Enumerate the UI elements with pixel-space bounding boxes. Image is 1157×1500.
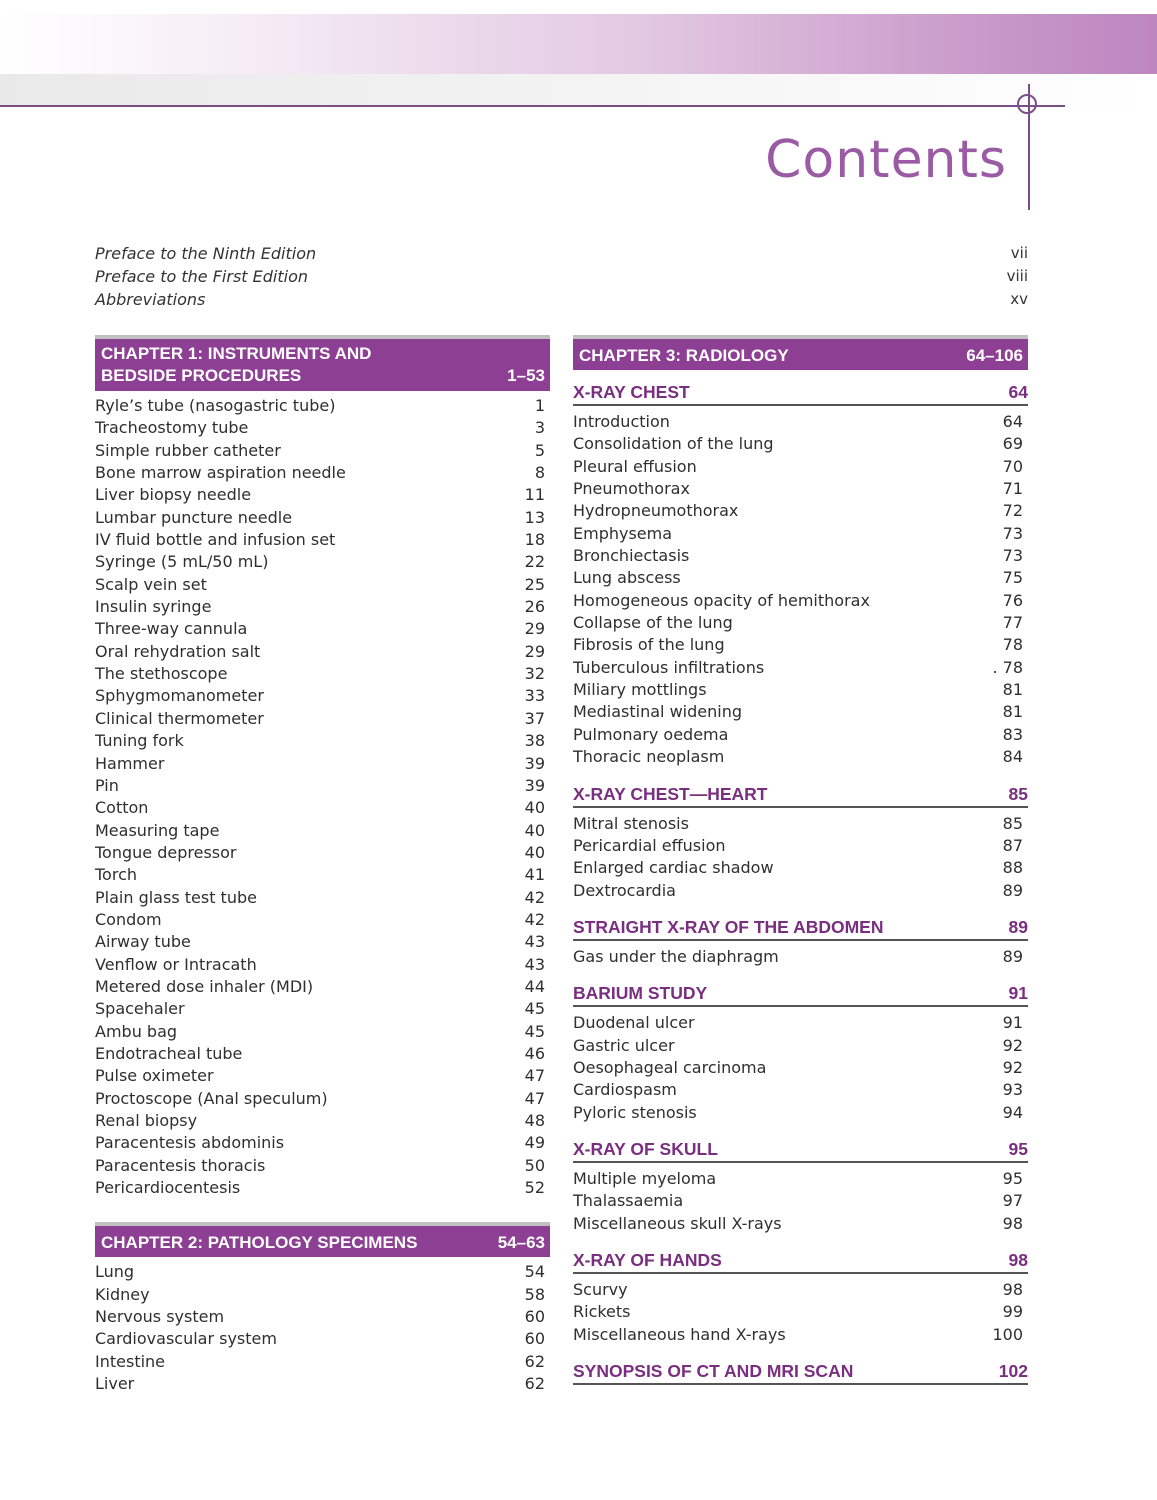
toc-entry-label: Bone marrow aspiration needle [95, 463, 346, 483]
toc-entry-page: 40 [524, 842, 545, 862]
toc-entry-page: 92 [1002, 1035, 1023, 1055]
toc-entry-page: 46 [524, 1043, 545, 1063]
toc-entry-label: Gas under the diaphragm [573, 946, 779, 966]
toc-entry-page: 26 [524, 597, 545, 617]
toc-section-title: X-RAY CHEST—HEART [573, 783, 768, 804]
front-matter-item[interactable] [95, 265, 1028, 288]
toc-entry-page: 50 [524, 1155, 545, 1175]
toc-entry-page: 43 [524, 954, 545, 974]
toc-entry[interactable] [573, 1213, 1028, 1235]
toc-entry-label: Miscellaneous skull X-rays [573, 1213, 782, 1233]
toc-entry-page: 89 [1002, 946, 1023, 966]
toc-entry[interactable] [573, 880, 1028, 902]
toc-section [573, 981, 1028, 1124]
toc-entry-page: 95 [1002, 1168, 1023, 1188]
toc-entry[interactable] [95, 1177, 550, 1199]
toc-entry[interactable] [95, 1132, 550, 1154]
toc-entry-page: 38 [524, 731, 545, 751]
toc-entry[interactable] [95, 820, 550, 842]
toc-entry[interactable] [573, 1035, 1028, 1057]
toc-entry[interactable] [95, 484, 550, 506]
toc-entry[interactable] [95, 1261, 550, 1283]
toc-entry-label: Venflow or Intracath [95, 954, 257, 974]
toc-entry[interactable] [573, 946, 1028, 968]
toc-entry-label: Oral rehydration salt [95, 641, 261, 661]
toc-section-title: X-RAY CHEST [573, 382, 690, 402]
toc-entry-label: Airway tube [95, 932, 191, 952]
toc-entry-page: 69 [1002, 434, 1023, 454]
toc-entry[interactable] [95, 529, 550, 551]
toc-entry[interactable] [95, 753, 550, 775]
toc-entry-page: 72 [1002, 501, 1023, 521]
toc-entry-page: 47 [524, 1088, 545, 1108]
toc-entry-page: 87 [1002, 835, 1023, 855]
toc-entry-page: 54 [524, 1262, 545, 1282]
toc-entry-page: 42 [524, 909, 545, 929]
toc-entry-page: 98 [1002, 1279, 1023, 1299]
toc-section-title: X-RAY OF HANDS [573, 1249, 722, 1270]
toc-entry-label: IV fluid bottle and infusion set [95, 530, 336, 550]
toc-entry-label: Renal biopsy [95, 1111, 198, 1130]
toc-entry[interactable] [573, 1012, 1028, 1034]
toc-section-title: SYNOPSIS OF CT AND MRI SCAN [573, 1361, 854, 1381]
toc-entry[interactable] [95, 685, 550, 707]
toc-section-heading[interactable] [573, 1137, 1028, 1163]
toc-section [573, 782, 1028, 902]
toc-entry[interactable] [573, 523, 1028, 545]
chapter1-title-line1: CHAPTER 1: INSTRUMENTS AND [101, 344, 372, 363]
toc-section-heading[interactable] [573, 1359, 1028, 1385]
toc-entry-page: 8 [534, 463, 545, 483]
toc-entry[interactable] [573, 1279, 1028, 1301]
toc-entry-page: 5 [534, 440, 545, 460]
toc-entry[interactable] [95, 440, 550, 462]
toc-entry-label: Dextrocardia [573, 880, 676, 900]
toc-entry-label: Plain glass test tube [95, 887, 257, 907]
toc-entry-page: 3 [534, 418, 545, 438]
toc-entry-label: Cardiovascular system [95, 1329, 277, 1349]
toc-entry-label: Sphygmomanometer [95, 686, 264, 706]
chapter1-title [101, 343, 371, 387]
toc-entry-label: Simple rubber catheter [95, 440, 281, 460]
toc-entry-page: 93 [1002, 1080, 1023, 1100]
toc-entry[interactable] [573, 612, 1028, 634]
chapter1-title-line2: BEDSIDE PROCEDURES [101, 366, 302, 385]
toc-entry-label: Duodenal ulcer [573, 1013, 695, 1033]
toc-entry-label: Cardiospasm [573, 1080, 677, 1100]
toc-entry-page: 13 [524, 507, 545, 527]
toc-entry[interactable] [573, 1057, 1028, 1079]
toc-entry-label: Pericardiocentesis [95, 1178, 241, 1198]
toc-entry-label: Kidney [95, 1284, 150, 1304]
toc-entry[interactable] [95, 574, 550, 596]
toc-entry[interactable] [573, 478, 1028, 500]
toc-entry-label: Paracentesis abdominis [95, 1133, 285, 1153]
toc-entry-page: 91 [1002, 1013, 1023, 1033]
toc-entry[interactable] [95, 1373, 550, 1395]
toc-entry[interactable] [95, 909, 550, 931]
toc-entry[interactable] [95, 1088, 550, 1110]
front-matter-label: Preface to the First Edition [95, 267, 309, 286]
toc-entry[interactable] [95, 641, 550, 663]
header-gradient-band [0, 14, 1157, 74]
toc-entry[interactable] [573, 433, 1028, 455]
toc-entry-label: Tuberculous infiltrations [573, 657, 765, 677]
toc-entry[interactable] [95, 417, 550, 439]
toc-entry-page: 39 [524, 753, 545, 773]
toc-entry-page: 40 [524, 798, 545, 818]
toc-entry[interactable] [573, 724, 1028, 746]
toc-entry[interactable] [573, 634, 1028, 656]
front-matter-label: Abbreviations [95, 290, 206, 309]
toc-entry[interactable] [95, 998, 550, 1020]
toc-entry-label: Syringe (5 mL/50 mL) [95, 552, 269, 572]
toc-entry[interactable] [573, 1102, 1028, 1124]
toc-entry-label: Collapse of the lung [573, 613, 733, 633]
toc-entry-page: 60 [524, 1329, 545, 1349]
toc-entry-label: Thoracic neoplasm [573, 747, 725, 767]
toc-entry-label: Scurvy [573, 1279, 628, 1299]
toc-entry-label: Paracentesis thoracis [95, 1155, 266, 1175]
toc-entry-page: 83 [1002, 724, 1023, 744]
toc-entry[interactable] [95, 663, 550, 685]
toc-entry-page: 98 [1002, 1213, 1023, 1233]
toc-entry-label: Spacehaler [95, 999, 185, 1019]
chapter3-sections [573, 380, 1028, 1385]
toc-entry-page: 48 [524, 1111, 545, 1130]
toc-entry-label: Lung [95, 1262, 135, 1282]
toc-entry[interactable] [573, 411, 1028, 433]
toc-entry-page: 18 [524, 530, 545, 550]
toc-entry-label: Pin [95, 775, 119, 795]
toc-section-heading[interactable] [573, 915, 1028, 941]
toc-entry-page: 94 [1002, 1102, 1023, 1122]
toc-entry-label: Hydropneumothorax [573, 501, 739, 521]
toc-entry-label: Pleural effusion [573, 456, 697, 476]
toc-entry-label: Condom [95, 909, 162, 929]
front-matter-page: vii [1010, 244, 1028, 262]
chapter2-header[interactable] [95, 1222, 550, 1257]
toc-entry-label: Cotton [95, 798, 149, 818]
toc-section-page: 98 [1008, 1249, 1028, 1270]
toc-entry-label: Tuning fork [95, 731, 184, 751]
toc-entry-label: Pericardial effusion [573, 835, 726, 855]
toc-section-page: 91 [1008, 983, 1028, 1004]
toc-entry-page: 32 [524, 664, 545, 684]
toc-entry-label: The stethoscope [95, 664, 228, 684]
header-grey-band [0, 74, 1157, 106]
toc-entry-label: Lumbar puncture needle [95, 507, 293, 527]
toc-entry[interactable] [95, 462, 550, 484]
toc-entry-label: Measuring tape [95, 820, 220, 840]
toc-entry[interactable] [573, 456, 1028, 478]
toc-entry-label: Bronchiectasis [573, 546, 690, 566]
toc-entry-page: 39 [524, 775, 545, 795]
toc-entry[interactable] [573, 746, 1028, 768]
toc-section [573, 380, 1028, 769]
toc-entry[interactable] [573, 545, 1028, 567]
toc-section [573, 1137, 1028, 1235]
toc-section-title: X-RAY OF SKULL [573, 1138, 718, 1159]
toc-entry[interactable] [95, 1306, 550, 1328]
toc-entry[interactable] [95, 395, 550, 417]
toc-entry-page: 25 [524, 574, 545, 594]
toc-entry-label: Clinical thermometer [95, 708, 264, 728]
toc-entry-page: 44 [524, 976, 545, 996]
toc-entry-label: Endotracheal tube [95, 1043, 243, 1063]
toc-entry[interactable] [573, 1079, 1028, 1101]
toc-entry[interactable] [95, 1065, 550, 1087]
toc-entry-page: 40 [524, 820, 545, 840]
toc-entry-label: Ambu bag [95, 1021, 178, 1041]
toc-entry-label: Three-way cannula [95, 619, 248, 639]
front-matter-item[interactable] [95, 288, 1028, 311]
toc-entry[interactable] [573, 500, 1028, 522]
toc-entry[interactable] [95, 775, 550, 797]
toc-section-title: STRAIGHT X-RAY OF THE ABDOMEN [573, 916, 884, 937]
toc-entry[interactable] [95, 730, 550, 752]
toc-entry-label: Consolidation of the lung [573, 434, 774, 454]
toc-entry-page: 70 [1002, 456, 1023, 476]
toc-entry[interactable] [573, 657, 1028, 679]
toc-entry[interactable] [95, 507, 550, 529]
toc-entry-label: Thalassaemia [573, 1191, 684, 1211]
toc-entry-page: 84 [1002, 747, 1023, 767]
front-matter-list [95, 242, 1028, 311]
toc-entry-page: 73 [1002, 523, 1023, 543]
toc-section [573, 1359, 1028, 1385]
toc-entry-label: Miliary mottlings [573, 680, 707, 700]
toc-entry[interactable] [573, 835, 1028, 857]
toc-entry[interactable] [95, 1110, 550, 1132]
right-column [573, 335, 1028, 1390]
toc-entry[interactable] [95, 864, 550, 886]
toc-entry[interactable] [95, 1155, 550, 1177]
toc-entry-page: 75 [1002, 568, 1023, 588]
toc-entry[interactable] [95, 551, 550, 573]
toc-entry-label: Liver [95, 1374, 135, 1394]
toc-entry-label: Pyloric stenosis [573, 1102, 697, 1122]
toc-entry-label: Intestine [95, 1351, 166, 1371]
toc-entry[interactable] [573, 813, 1028, 835]
toc-entry-page: 89 [1002, 880, 1023, 900]
chapter3-range: 64–106 [966, 345, 1023, 365]
chapter1-entries [95, 395, 550, 1199]
chapter2-entries [95, 1261, 550, 1395]
toc-entry-page: 41 [524, 865, 545, 885]
toc-entry[interactable] [95, 1021, 550, 1043]
toc-entry-label: Pneumothorax [573, 479, 690, 499]
toc-entry[interactable] [573, 567, 1028, 589]
chapter1-header[interactable] [95, 335, 550, 391]
left-column [95, 335, 550, 1395]
toc-entry-label: Enlarged cardiac shadow [573, 858, 774, 878]
toc-entry[interactable] [95, 618, 550, 640]
toc-entry-label: Torch [95, 865, 138, 885]
toc-entry-page: 71 [1002, 479, 1023, 499]
toc-entry[interactable] [573, 679, 1028, 701]
toc-entry[interactable] [95, 842, 550, 864]
toc-entry-label: Tracheostomy tube [95, 418, 249, 438]
toc-entry-label: Ryle’s tube (nasogastric tube) [95, 396, 336, 415]
toc-entry[interactable] [95, 797, 550, 819]
toc-entry[interactable] [573, 1190, 1028, 1212]
toc-entry-label: Rickets [573, 1302, 631, 1322]
toc-entry-label: Metered dose inhaler (MDI) [95, 976, 314, 996]
toc-section-page: 85 [1008, 783, 1028, 804]
front-matter-page: xv [1010, 290, 1028, 308]
toc-section-page: 89 [1008, 916, 1028, 937]
toc-entry-page: 77 [1002, 613, 1023, 633]
front-matter-item[interactable] [95, 242, 1028, 265]
chapter2-title: CHAPTER 2: PATHOLOGY SPECIMENS [101, 1232, 418, 1252]
toc-entry[interactable] [95, 708, 550, 730]
page-title: Contents [765, 130, 1007, 190]
toc-entry-label: Fibrosis of the lung [573, 635, 725, 655]
toc-entry-label: Lung abscess [573, 568, 681, 588]
toc-entry-page: 45 [524, 1021, 545, 1041]
chapter1-range: 1–53 [507, 366, 545, 385]
toc-section-title: BARIUM STUDY [573, 983, 708, 1004]
chapter2-range: 54–63 [497, 1232, 545, 1252]
toc-entry[interactable] [95, 887, 550, 909]
toc-section [573, 915, 1028, 968]
chapter3-header[interactable] [573, 335, 1028, 370]
toc-entry[interactable] [95, 931, 550, 953]
toc-entry-label: Insulin syringe [95, 597, 212, 617]
toc-entry[interactable] [95, 1328, 550, 1350]
toc-entry[interactable] [573, 857, 1028, 879]
toc-entry[interactable] [573, 1168, 1028, 1190]
toc-section [573, 1248, 1028, 1346]
toc-section-heading[interactable] [573, 782, 1028, 808]
toc-entry-page: 29 [524, 619, 545, 639]
toc-entry-label: Emphysema [573, 523, 673, 543]
toc-entry-page: 97 [1002, 1191, 1023, 1211]
toc-entry-label: Tongue depressor [95, 842, 237, 862]
toc-entry-page: 29 [524, 641, 545, 661]
toc-entry-label: Introduction [573, 412, 670, 431]
toc-entry[interactable] [95, 1284, 550, 1306]
toc-entry[interactable] [95, 1351, 550, 1373]
toc-entry-page: 47 [524, 1066, 545, 1086]
toc-entry-page: 100 [992, 1324, 1023, 1344]
toc-section-heading[interactable] [573, 981, 1028, 1007]
toc-entry-page: 92 [1002, 1057, 1023, 1077]
toc-entry-page: 73 [1002, 546, 1023, 566]
toc-entry-label: Mediastinal widening [573, 702, 742, 722]
toc-entry[interactable] [573, 1301, 1028, 1323]
toc-entry-page: 60 [524, 1307, 545, 1327]
toc-entry-page: 99 [1002, 1302, 1023, 1322]
toc-section-page: 95 [1008, 1138, 1028, 1159]
toc-entry-page: 81 [1002, 680, 1023, 700]
toc-entry-label: Pulse oximeter [95, 1066, 214, 1086]
toc-entry-label: Multiple myeloma [573, 1168, 717, 1188]
toc-entry-label: Pulmonary oedema [573, 724, 729, 744]
toc-section-page: 102 [998, 1361, 1028, 1381]
header-rule [0, 105, 1065, 107]
toc-entry-page: 78 [1002, 635, 1023, 655]
toc-entry-label: Hammer [95, 753, 165, 773]
toc-entry-page: 85 [1002, 813, 1023, 833]
crosshair-icon [1017, 94, 1037, 114]
toc-entry[interactable] [95, 1043, 550, 1065]
chapter3-title: CHAPTER 3: RADIOLOGY [579, 345, 789, 365]
toc-entry-page: 45 [524, 999, 545, 1019]
toc-entry-page: 88 [1002, 858, 1023, 878]
toc-entry[interactable] [95, 976, 550, 998]
toc-entry-page: 62 [524, 1351, 545, 1371]
toc-entry-page: 64 [1002, 412, 1023, 431]
toc-entry-label: Liver biopsy needle [95, 485, 252, 505]
toc-entry[interactable] [95, 596, 550, 618]
toc-entry-page: 22 [524, 552, 545, 572]
toc-entry-page: . 78 [992, 657, 1023, 677]
toc-entry-label: Gastric ulcer [573, 1035, 675, 1055]
toc-entry-label: Oesophageal carcinoma [573, 1057, 767, 1077]
toc-entry-page: 76 [1002, 590, 1023, 610]
toc-entry-page: 37 [524, 708, 545, 728]
front-matter-label: Preface to the Ninth Edition [95, 244, 317, 263]
toc-section-heading[interactable] [573, 380, 1028, 406]
toc-entry-label: Scalp vein set [95, 574, 207, 594]
toc-entry-page: 62 [524, 1374, 545, 1394]
toc-entry[interactable] [95, 954, 550, 976]
toc-section-page: 64 [1008, 382, 1028, 402]
toc-entry-label: Homogeneous opacity of hemithorax [573, 590, 870, 610]
toc-entry-page: 52 [524, 1178, 545, 1198]
toc-entry-label: Mitral stenosis [573, 813, 689, 833]
front-matter-page: viii [1006, 267, 1028, 285]
toc-entry[interactable] [573, 590, 1028, 612]
toc-entry-label: Proctoscope (Anal speculum) [95, 1088, 328, 1108]
toc-entry-page: 43 [524, 932, 545, 952]
toc-entry-page: 1 [534, 396, 545, 415]
toc-entry-page: 42 [524, 887, 545, 907]
toc-entry-label: Miscellaneous hand X-rays [573, 1324, 786, 1344]
toc-entry[interactable] [573, 1324, 1028, 1346]
toc-section-heading[interactable] [573, 1248, 1028, 1274]
toc-entry-page: 58 [524, 1284, 545, 1304]
toc-entry-page: 33 [524, 686, 545, 706]
toc-entry[interactable] [573, 701, 1028, 723]
toc-entry-page: 49 [524, 1133, 545, 1153]
toc-entry-page: 11 [524, 485, 545, 505]
toc-entry-label: Nervous system [95, 1307, 225, 1327]
toc-entry-page: 81 [1002, 702, 1023, 722]
